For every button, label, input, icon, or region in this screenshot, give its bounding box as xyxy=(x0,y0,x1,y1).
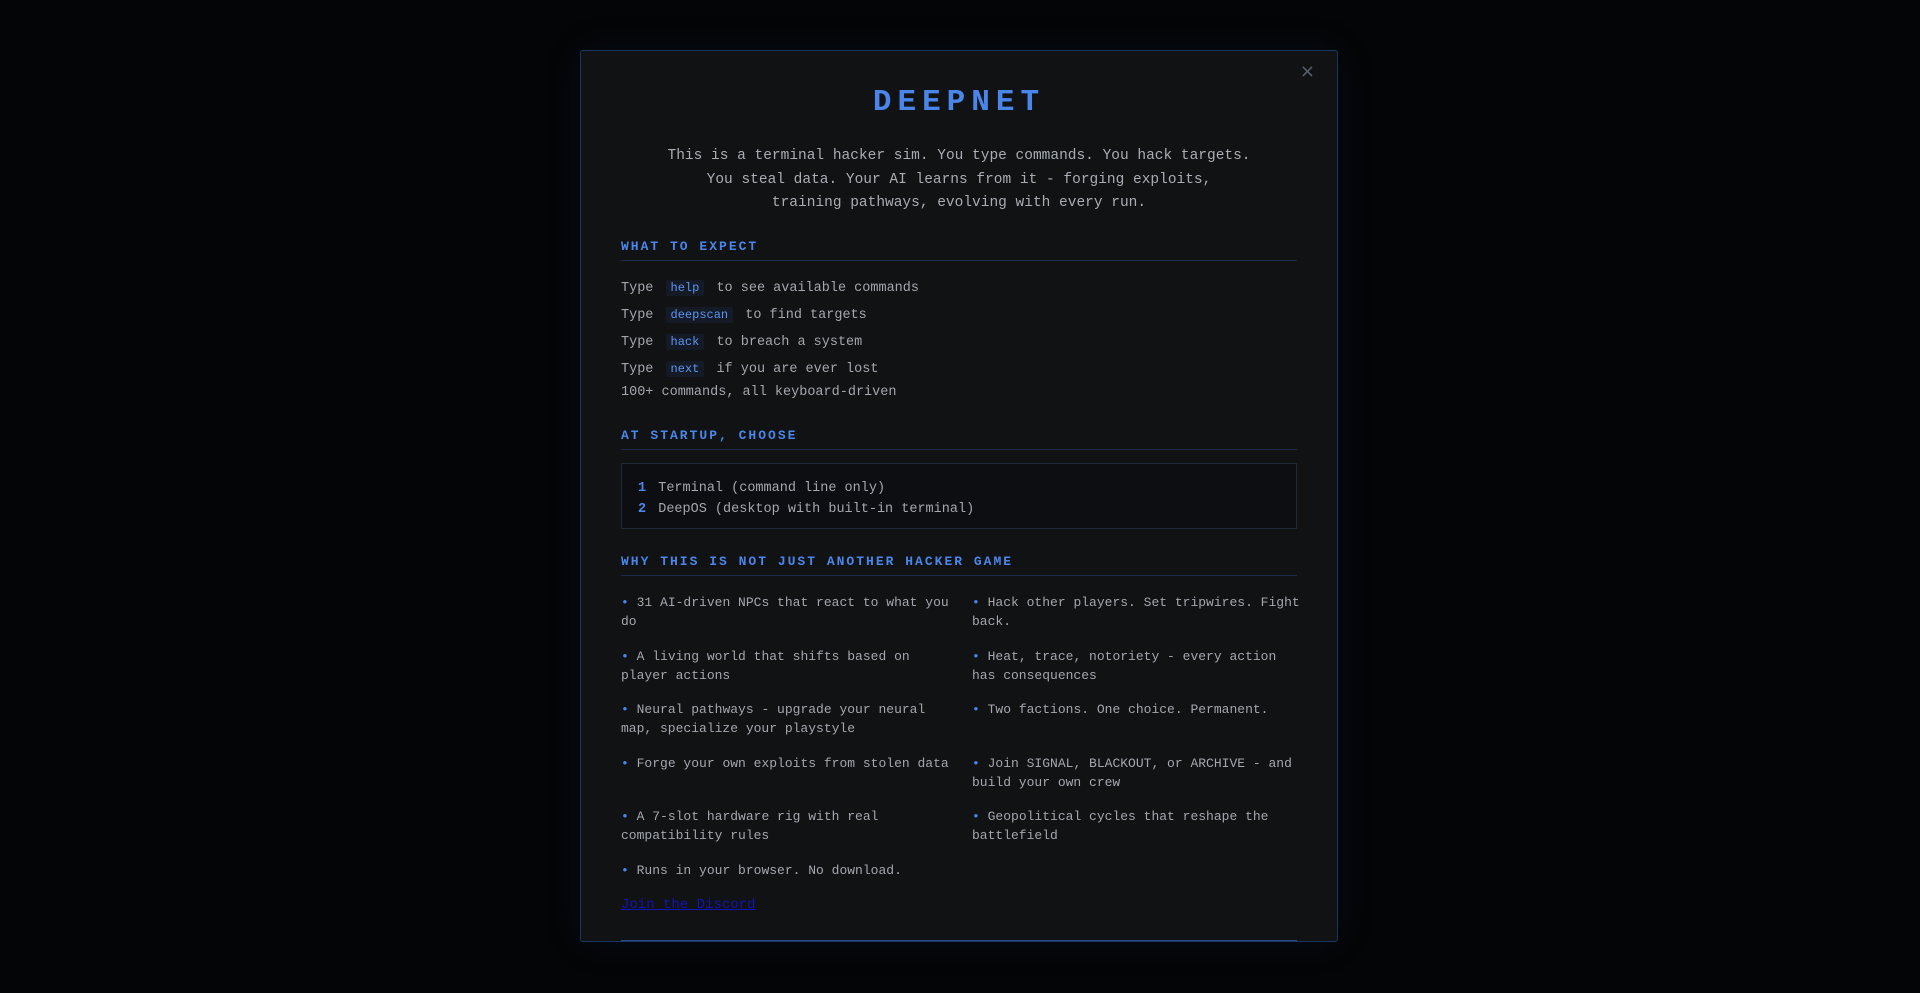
option-number: 2 xyxy=(638,502,647,517)
expect-item-help xyxy=(621,280,919,296)
expect-prefix: Type xyxy=(621,281,654,296)
command-hack: hack xyxy=(666,334,705,350)
feature-text: Geopolitical cycles that reshape the battlefield xyxy=(972,809,1269,843)
section-heading-why: WHY THIS IS NOT JUST ANOTHER HACKER GAME xyxy=(621,554,1297,576)
divider xyxy=(621,940,1297,941)
bullet: • xyxy=(621,702,629,717)
feature-item xyxy=(972,647,1302,685)
feature-item xyxy=(621,593,951,631)
intro-text xyxy=(621,145,1297,216)
feature-text: Join SIGNAL, BLACKOUT, or ARCHIVE - and build your own crew xyxy=(972,756,1292,790)
section-heading-startup: AT STARTUP, CHOOSE xyxy=(621,428,1297,450)
feature-item xyxy=(621,647,951,685)
bullet: • xyxy=(621,595,629,610)
feature-text: Hack other players. Set tripwires. Fight back. xyxy=(972,595,1300,629)
feature-text: 31 AI-driven NPCs that react to what you do xyxy=(621,595,949,629)
bullet: • xyxy=(621,809,629,824)
option-label: DeepOS (desktop with built-in terminal) xyxy=(658,502,975,517)
section-heading-what-to-expect: WHAT TO EXPECT xyxy=(621,239,1297,261)
bullet: • xyxy=(972,595,980,610)
bullet: • xyxy=(621,649,629,664)
command-next: next xyxy=(666,361,705,377)
bullet: • xyxy=(972,702,980,717)
feature-item xyxy=(972,700,1302,719)
expect-prefix: Type xyxy=(621,308,654,323)
expect-item-hack xyxy=(621,334,862,350)
feature-item xyxy=(621,700,951,738)
command-deepscan: deepscan xyxy=(666,307,734,323)
expect-suffix: if you are ever lost xyxy=(716,362,879,377)
expect-prefix: Type xyxy=(621,335,654,350)
feature-text: Two factions. One choice. Permanent. xyxy=(987,702,1269,717)
expect-item-deepscan xyxy=(621,307,867,323)
feature-text: Neural pathways - upgrade your neural map, specialize your playstyle xyxy=(621,702,926,736)
option-label: Terminal (command line only) xyxy=(658,481,886,496)
feature-text: Forge your own exploits from stolen data xyxy=(636,756,949,771)
discord-link[interactable]: Join the Discord xyxy=(621,897,756,913)
bullet: • xyxy=(972,649,980,664)
expect-suffix: to find targets xyxy=(745,308,867,323)
startup-option-terminal xyxy=(638,478,1280,499)
feature-item xyxy=(972,754,1302,792)
feature-text: Heat, trace, notoriety - every action has consequences xyxy=(972,649,1277,683)
feature-item xyxy=(621,861,981,880)
intro-modal xyxy=(580,50,1338,942)
expect-suffix: to breach a system xyxy=(716,335,863,350)
startup-options xyxy=(621,463,1297,529)
bullet: • xyxy=(621,756,629,771)
feature-text: A 7-slot hardware rig with real compatibility rules xyxy=(621,809,879,843)
expect-item-next xyxy=(621,361,878,377)
feature-item xyxy=(621,807,951,845)
option-number: 1 xyxy=(638,481,647,496)
feature-text: A living world that shifts based on player actions xyxy=(621,649,910,683)
feature-text: Runs in your browser. No download. xyxy=(636,863,902,878)
intro-line: You steal data. Your AI learns from it - forging exploits, xyxy=(706,171,1212,188)
intro-line: training pathways, evolving with every run. xyxy=(771,195,1147,211)
intro-line: This is a terminal hacker sim. You type commands. You hack targets. xyxy=(667,148,1251,164)
bullet: • xyxy=(621,863,629,878)
bullet: • xyxy=(972,809,980,824)
close-icon[interactable]: × xyxy=(1299,61,1315,82)
game-title: DEEPNET xyxy=(872,85,1046,120)
bullet: • xyxy=(972,756,980,771)
feature-item xyxy=(972,593,1302,631)
expect-prefix: Type xyxy=(621,362,654,377)
feature-item xyxy=(972,807,1302,845)
expect-footer: 100+ commands, all keyboard-driven xyxy=(621,385,897,400)
startup-option-deepos xyxy=(638,499,1280,520)
expect-suffix: to see available commands xyxy=(716,281,919,296)
feature-item xyxy=(621,754,951,773)
command-help: help xyxy=(666,280,705,296)
